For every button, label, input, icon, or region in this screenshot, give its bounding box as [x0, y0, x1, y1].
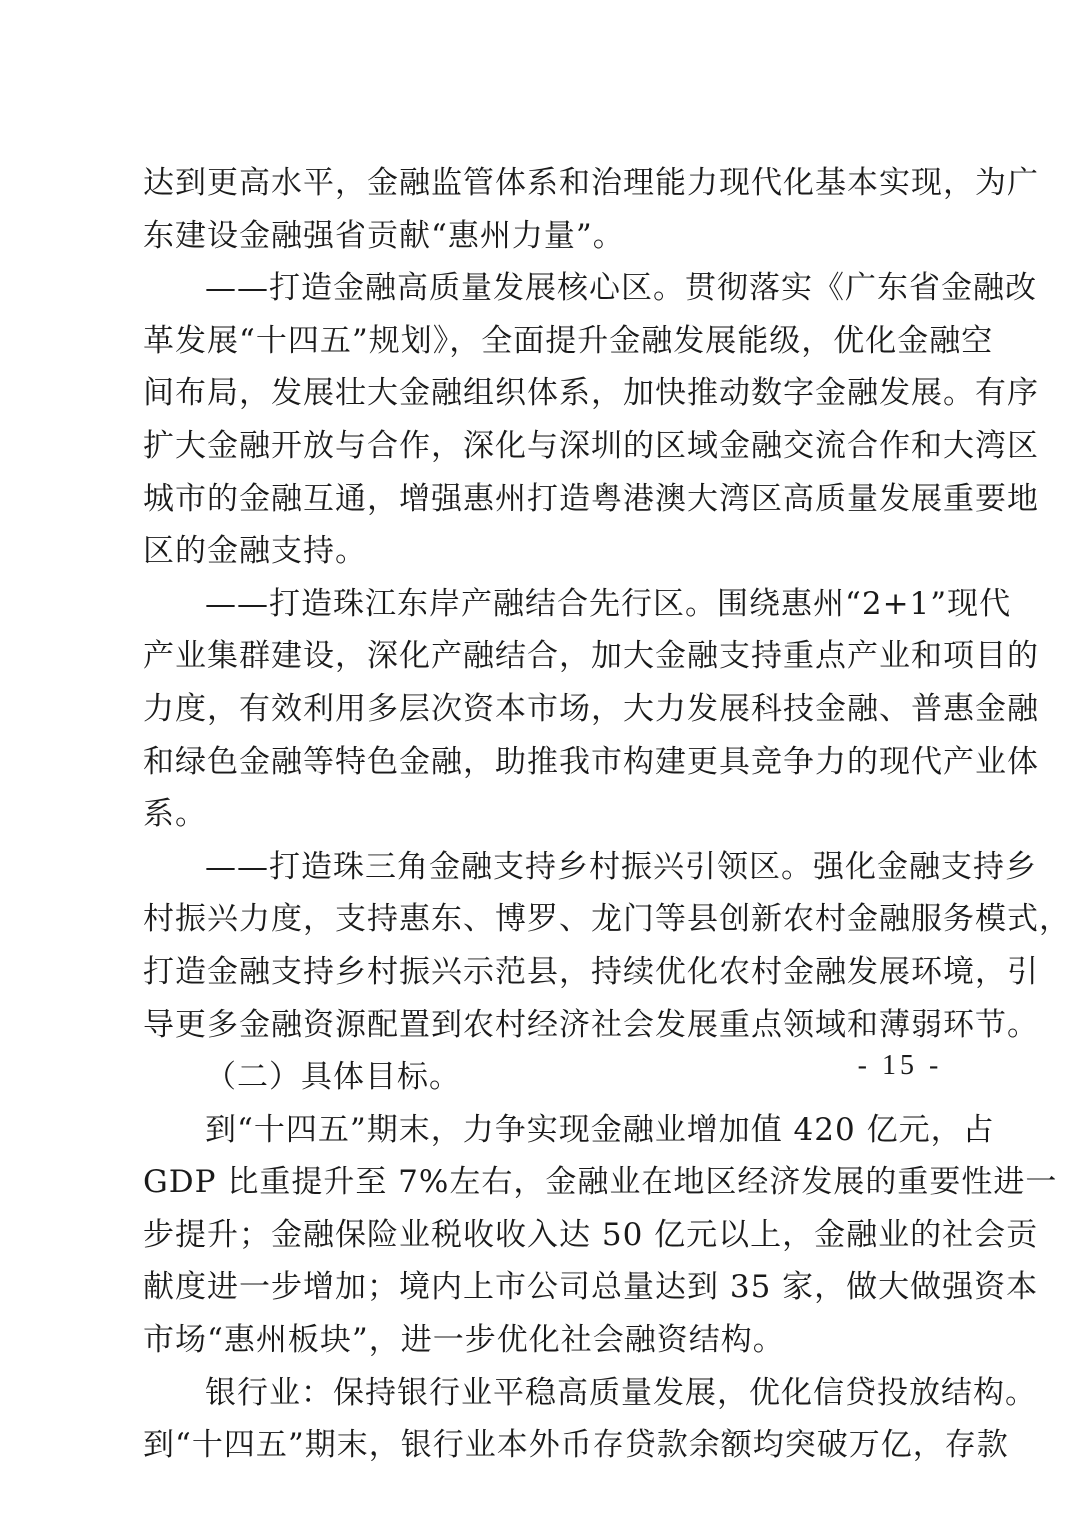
text-line: 力度，有效利用多层次资本市场，大力发展科技金融、普惠金融	[143, 690, 1039, 727]
text-line: 东建设金融强省贡献“惠州力量”。	[143, 217, 625, 254]
text-line: ——打造金融高质量发展核心区。贯彻落实《广东省金融改	[205, 270, 1037, 307]
text-line: 区的金融支持。	[143, 533, 367, 570]
text-line: 和绿色金融等特色金融，助推我市构建更具竞争力的现代产业体	[143, 743, 1039, 780]
text-line: 银行业：保持银行业平稳高质量发展，优化信贷投放结构。	[205, 1374, 1037, 1411]
text-line: ——打造珠江东岸产融结合先行区。围绕惠州“2+1”现代	[205, 585, 1012, 622]
text-line: 间布局，发展壮大金融组织体系，加快推动数字金融发展。有序	[143, 375, 1039, 412]
text-line: 市场“惠州板块”，进一步优化社会融资结构。	[143, 1322, 785, 1359]
text-line: 城市的金融互通，增强惠州打造粤港澳大湾区高质量发展重要地	[143, 480, 1039, 517]
body-text	[143, 157, 1071, 1472]
text-line: 到“十四五”期末，银行业本外币存贷款余额均突破万亿，存款	[143, 1427, 1009, 1464]
text-line: GDP 比重提升至 7%左右，金融业在地区经济发展的重要性进一	[143, 1164, 1058, 1201]
section-heading: （二）具体目标。	[205, 1059, 461, 1096]
text-line: 到“十四五”期末，力争实现金融业增加值 420 亿元，占	[205, 1111, 995, 1148]
text-line: 革发展“十四五”规划》，全面提升金融发展能级，优化金融空	[143, 322, 994, 359]
text-line: 献度进一步增加；境内上市公司总量达到 35 家，做大做强资本	[143, 1269, 1039, 1306]
page-number: - 15 -	[857, 1050, 943, 1081]
text-line: 产业集群建设，深化产融结合，加大金融支持重点产业和项目的	[143, 638, 1039, 675]
text-line: 系。	[143, 796, 207, 833]
text-line: 步提升；金融保险业税收收入达 50 亿元以上，金融业的社会贡	[143, 1216, 1039, 1253]
text-line: 打造金融支持乡村振兴示范县，持续优化农村金融发展环境，引	[143, 953, 1039, 990]
text-line: 达到更高水平，金融监管体系和治理能力现代化基本实现，为广	[143, 165, 1039, 201]
text-line: 村振兴力度，支持惠东、博罗、龙门等县创新农村金融服务模式，	[143, 901, 1071, 938]
text-line: 扩大金融开放与合作，深化与深圳的区域金融交流合作和大湾区	[143, 427, 1039, 464]
text-line: ——打造珠三角金融支持乡村振兴引领区。强化金融支持乡	[205, 848, 1037, 885]
text-line: 导更多金融资源配置到农村经济社会发展重点领域和薄弱环节。	[143, 1006, 1039, 1043]
